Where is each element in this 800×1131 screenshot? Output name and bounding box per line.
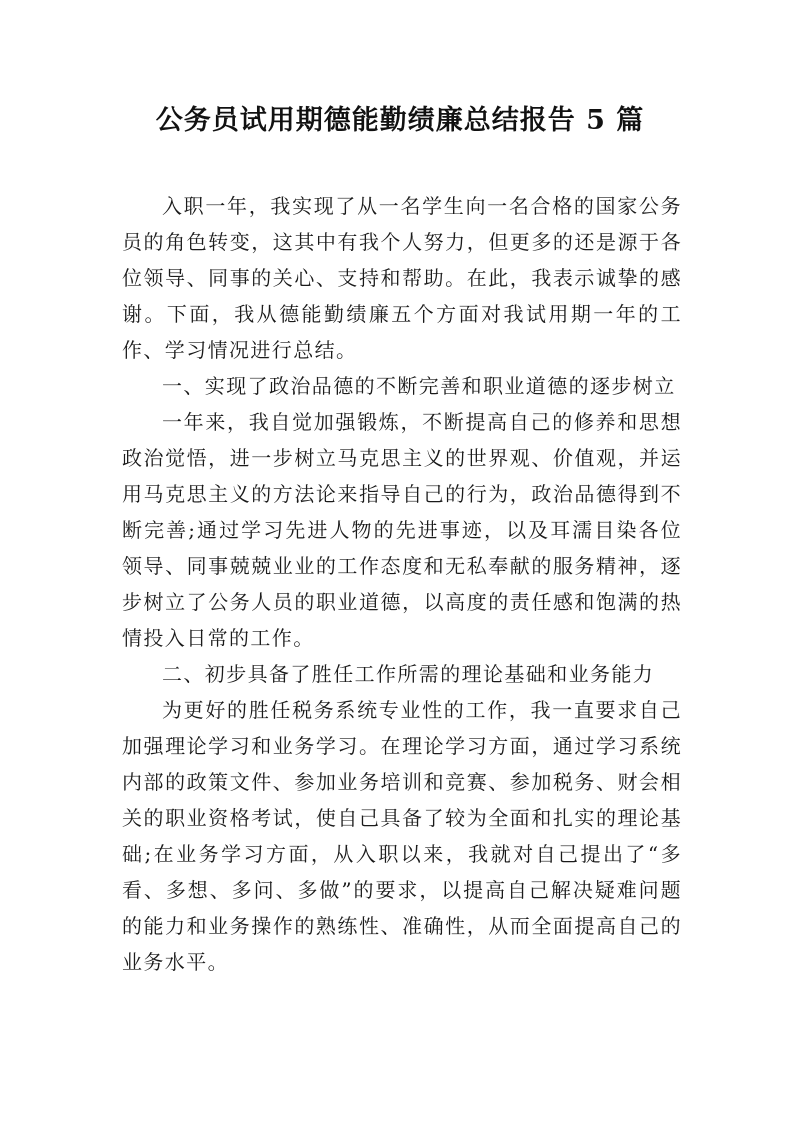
document-body bbox=[122, 188, 682, 980]
section-body-2: 为更好的胜任税务系统专业性的工作，我一直要求自己加强理论学习和业务学习。在理论学习方面，通过学习系统内部的政策文件、参加业务培训和竞赛、参加税务、财会相关的职业资格考试，使自己具备了较为全面和扎实的理论基础;在业务学习方面，从入职以来，我就对自己提出了“多看、多想、多问、多做”的要求，以提高自己解决疑难问题的能力和业务操作的熟练性、准确性，从而全面提高自己的业务水平。 bbox=[122, 698, 682, 974]
document-title: 公务员试用期德能勤绩廉总结报告 5 篇 bbox=[155, 105, 645, 136]
section-body-1: 一年来，我自觉加强锻炼，不断提高自己的修养和思想政治觉悟，进一步树立马克思主义的世界观、价值观，并运用马克思主义的方法论来指导自己的行为，政治品德得到不断完善;通过学习先进人物的先进事迹，以及耳濡目染各位领导、同事兢兢业业的工作态度和无私奉献的服务精神，逐步树立了公务人员的职业道德，以高度的责任感和饱满的热情投入日常的工作。 bbox=[122, 410, 682, 650]
section-heading-2: 二、初步具备了胜任工作所需的理论基础和业务能力 bbox=[162, 662, 655, 686]
section-heading-1: 一、实现了政治品德的不断完善和职业道德的逐步树立 bbox=[162, 374, 676, 398]
intro-paragraph: 入职一年，我实现了从一名学生向一名合格的国家公务员的角色转变，这其中有我个人努力，但更多的还是源于各位领导、同事的关心、支持和帮助。在此，我表示诚挚的感谢。下面，我从德能勤绩廉五个方面对我试用期一年的工作、学习情况进行总结。 bbox=[122, 194, 682, 362]
